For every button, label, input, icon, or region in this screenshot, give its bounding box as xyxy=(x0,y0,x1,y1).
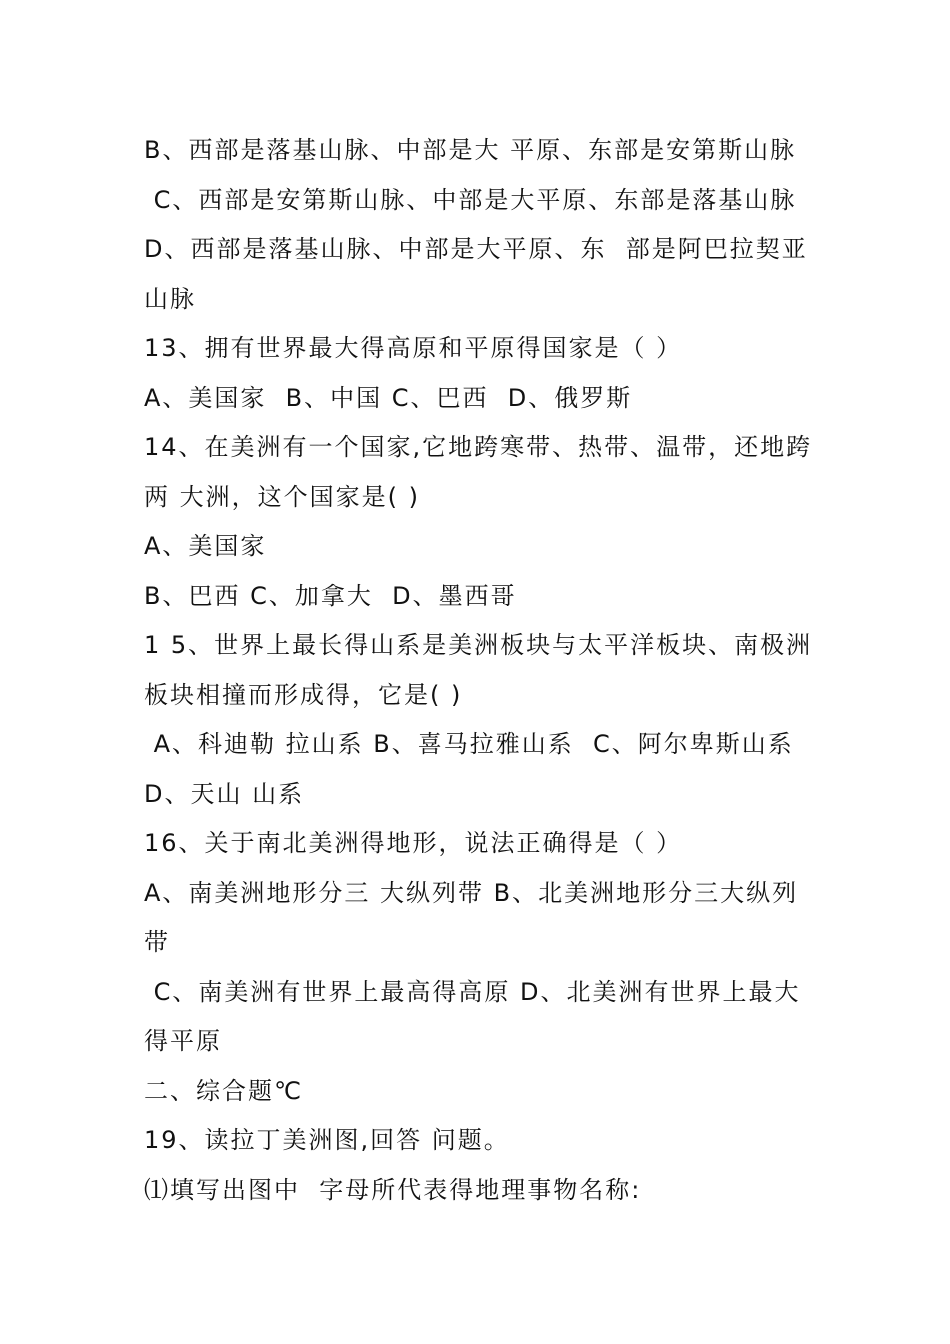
options-bcd-q14: B、巴西 C、加拿大 D、墨西哥 xyxy=(144,581,517,610)
section-heading-comprehensive: 二、综合题℃ xyxy=(144,1076,303,1105)
option-d-q12-continued: 山脉 xyxy=(144,284,196,313)
options-q13: A、美国家 B、中国 C、巴西 D、俄罗斯 xyxy=(144,383,633,412)
option-a-q14: A、美国家 xyxy=(144,532,267,560)
option-c-q12: C、西部是安第斯山脉、中部是大平原、东部是落基山脉 xyxy=(144,185,797,214)
options-cd-q16-continued: 得平原 xyxy=(144,1027,222,1055)
document-body xyxy=(144,126,814,1215)
option-d-q12: D、西部是落基山脉、中部是大平原、东 部是阿巴拉契亚 xyxy=(144,235,808,263)
question-14-continued: 两 大洲，这个国家是( ) xyxy=(144,482,420,511)
options-ab-q16-continued: 带 xyxy=(144,928,170,956)
question-13: 13、拥有世界最大得高原和平原得国家是（ ） xyxy=(144,334,683,362)
option-b-q12: B、西部是落基山脉、中部是大 平原、东部是安第斯山脉 xyxy=(144,136,797,164)
option-d-q15: D、天山 山系 xyxy=(144,779,305,808)
question-14: 14、在美洲有一个国家,它地跨寒带、热带、温带，还地跨 xyxy=(144,433,813,461)
options-abc-q15: A、科迪勒 拉山系 B、喜马拉雅山系 C、阿尔卑斯山系 xyxy=(144,730,794,758)
question-19-part-1: ⑴填写出图中 字母所代表得地理事物名称: xyxy=(144,1175,642,1204)
question-15: 1 5、世界上最长得山系是美洲板块与太平洋板块、南极洲 xyxy=(144,631,813,659)
options-cd-q16: C、南美洲有世界上最高得高原 D、北美洲有世界上最大 xyxy=(144,977,801,1006)
question-15-continued: 板块相撞而形成得，它是( ) xyxy=(144,680,463,709)
question-19: 19、读拉丁美洲图,回答 问题。 xyxy=(144,1126,510,1154)
options-ab-q16: A、南美洲地形分三 大纵列带 B、北美洲地形分三大纵列 xyxy=(144,878,799,907)
question-16: 16、关于南北美洲得地形，说法正确得是（ ） xyxy=(144,829,683,857)
